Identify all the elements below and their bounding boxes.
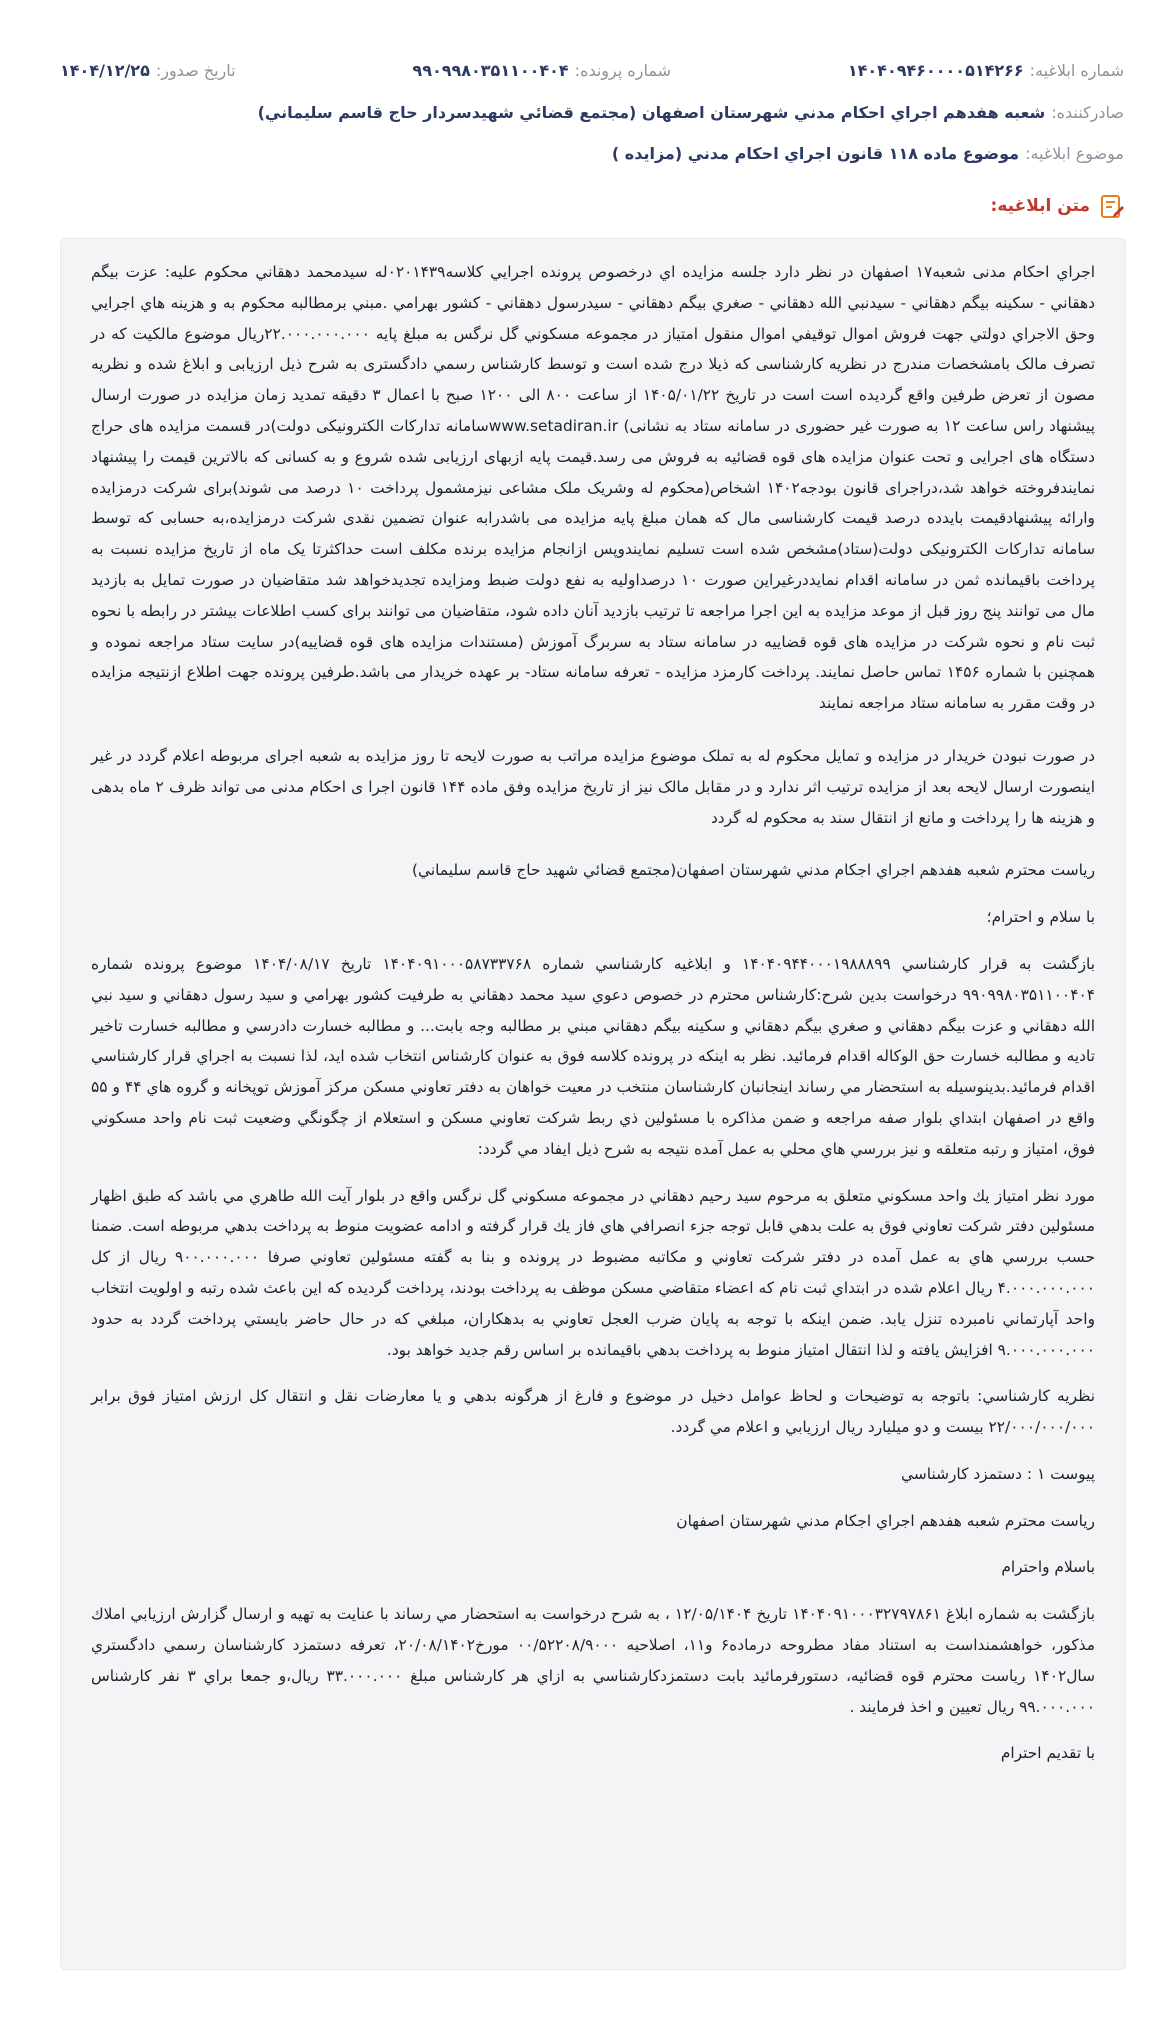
body-addressee-2: رياست محترم شعبه هفدهم اجراي اجکام مدني شهرستان اصفهان xyxy=(676,1511,1095,1530)
subject-field xyxy=(60,133,1124,173)
subject-value: موضوع ماده ۱۱۸ قانون اجراي احکام مدني (مزايده ) xyxy=(611,143,1020,163)
issue-date-field xyxy=(60,61,236,80)
body-paragraph-expert-request: بازگشت به قرار کارشناسي ۱۴۰۴۰۹۴۴۰۰۰۱۹۸۸۸۹۹ و ابلاغيه کارشناسي شماره ۱۴۰۴۰۹۱۰۰۰۵۸۷۳۳۷۶۸ تاريخ ۱۴۰۴/۰۸/۱۷ موضوع پرونده شماره ۹۹۰۹۹۸۰۳۵۱۱۰۰۴۰۴ درخواست بدين شرح:کارشناس محترم در خصوص دعوي سيد محمد دهقاني به طرفيت کشور بهرامي و سيد رسول دهقاني و سيد نبي الله دهقاني و عزت بيگم دهقاني و صغري بيگم دهقاني و سکينه بيگم دهقاني مبني بر مطالبه وجه بابت... و مطالبه خسارت دادرسي و مطالبه خسارت تاخير تاديه و مطالبه خسارت حق الوکاله اقدام فرمائيد. نظر به اينکه در پرونده کلاسه فوق به عنوان کارشناس انتخاب شده ايد، لذا نسبت به اجراي قرار کارشناسي اقدام فرمائيد.بدينوسيله به استحضار مي رساند اينجانبان کارشناسان منتخب در معيت خواهان به دفتر تعاوني مسکن مرکز آموزش توپخانه و گروه هاي ۴۴ و ۵۵ واقع در اصفهان ابتداي بلوار صفه مراجعه و ضمن مذاکره با مسئولين ذي ربط شرکت تعاوني مسکن و استعلام از چگونگي وضعيت ثبت نام واحد مسکوني فوق، امتياز و رتبه متعلقه و نيز بررسي هاي محلي به عمل آمده نتيجه به شرح ذيل ايفاد مي گردد: xyxy=(91,954,1095,1158)
document-edit-icon xyxy=(1098,192,1126,220)
issuer-value: شعبه هفدهم اجراي احکام مدني شهرستان اصفهان (مجتمع قضائي شهيدسردار حاج قاسم سليماني) xyxy=(257,102,1046,122)
notice-number-value: ۱۴۰۴۰۹۴۶۰۰۰۰۵۱۴۲۶۶ xyxy=(847,60,1024,80)
notice-text-heading xyxy=(991,192,1126,220)
notice-text-title: متن ابلاغیه: xyxy=(990,196,1090,216)
notice-number-label: شماره ابلاغیه: xyxy=(1029,60,1124,80)
body-attachment: پيوست ۱ : دستمزد كارشناسي xyxy=(901,1464,1095,1483)
notice-body xyxy=(60,238,1126,1970)
body-closing: با تقديم احترام xyxy=(1000,1744,1095,1763)
issue-date-value: ۱۴۰۴/۱۲/۲۵ xyxy=(60,60,150,80)
body-greeting-2: باسلام واحترام xyxy=(1001,1558,1095,1577)
issuer-label: صادرکننده: xyxy=(1051,102,1124,122)
body-addressee: رياست محترم شعبه هفدهم اجراي اجکام مدني شهرستان اصفهان(مجتمع قضائي شهيد حاج قاسم سليماني) xyxy=(412,861,1095,880)
body-paragraph-property: مورد نظر امتياز يك واحد مسکوني متعلق به مرحوم سيد رحيم دهقاني در مجموعه مسکوني گل نرگس واقع در بلوار آيت الله طاهري مي باشد که طبق اظهار مسئولين دفتر شركت تعاوني فوق به علت بدهي قابل توجه جزء انصرافي هاي فاز يك قرار گرفته و ادامه عضويت منوط به پرداخت بدهي مربوطه است. ضمنا حسب بررسي هاي به عمل آمده در دفتر شرکت تعاوني و مکاتبه مضبوط در پرونده و بنا به گفته مسئولين تعاوني صرفا ۹۰۰.۰۰۰.۰۰۰ ريال از کل ۴.۰۰۰.۰۰۰.۰۰۰ ريال اعلام شده در ابتداي ثبت نام که اعضاء متقاضي مسکن موظف به پرداخت بودند، پرداخت گرديده که اين باعث شده رتبه و اولويت انتخاب واحد آپارتماني نامبرده تنزل يابد. ضمن اينکه با توجه به پايان ضرب العجل تعاوني به بدهکاران، مبلغي که در حال حاضر بايستي پرداخت گردد به حدود ۹.۰۰۰.۰۰۰.۰۰۰ افزايش يافته و لذا انتقال امتياز منوط به پرداخت بدهي باقيمانده بر اساس رقم جديد خواهد بود. xyxy=(91,1186,1095,1359)
issuer-field xyxy=(60,92,1124,132)
notice-meta-row xyxy=(60,50,1124,90)
case-number-label: شماره پرونده: xyxy=(574,60,672,80)
subject-label: موضوع ابلاغیه: xyxy=(1025,143,1124,163)
notice-number-field xyxy=(848,61,1124,80)
case-number-value: ۹۹۰۹۹۸۰۳۵۱۱۰۰۴۰۴ xyxy=(412,60,569,80)
case-number-field xyxy=(412,61,671,80)
body-paragraph-fees: بازگشت به شماره ابلاغ ۱۴۰۴۰۹۱۰۰۰۳۲۷۹۷۸۶۱ تاريخ ۱۲/۰۵/۱۴۰۴ ، به شرح درخواست به استحضار مي رساند با عنايت به تهيه و ارسال گزارش ارزيابي املاك مذكور، خواهشمنداست به استناد مفاد مطروحه درماده۶ و۱۱، اصلاحيه ۰۰/۵۲۲۰۸/۹۰۰۰ مورخ۲۰/۰۸/۱۴۰۲، تعرفه دستمزد كارشناسان رسمي دادگستري سال۱۴۰۲ رياست محترم قوه قضائيه، دستورفرمائيد بابت دستمزدكارشناسي به ازاي هر كارشناس مبلغ ۳۳.۰۰۰.۰۰۰ ريال،و جمعا براي ۳ نفر كارشناس ۹۹.۰۰۰.۰۰۰ ريال تعيين و اخذ فرمايند . xyxy=(91,1605,1096,1716)
body-paragraph-auction: اجراي احکام مدنی شعبه۱۷ اصفهان در نظر دارد جلسه مزایده اي درخصوص پرونده اجرايي کلاسه۰۲۰۱۴۳۹له سیدمحمد دهقاني محکوم علیه: عزت بیگم دهقاني - سکینه بیگم دهقاني - سیدنبي الله دهقاني - صغري بيگم دهقاني - سيدرسول دهقاني - کشور بهرامي .مبني برمطالبه محکوم به و هزينه هاي اجرايي وحق الاجراي دولتي جهت فروش اموال توقيفي اموال منقول امتياز در مجموعه مسکوني گل نرگس به مبلغ پايه ۲۲.۰۰۰.۰۰۰.۰۰۰ريال موضوع مالکيت که در تصرف مالک بامشخصات مندرج در نظريه کارشناسی که ذيلا درج شده است و توسط کارشناس رسمي دادگستری به شرح ذيل ارزيابی و ابلاغ شده و نظريه مصون از تعرض طرفين واقع گرديده است است در تاريخ ۱۴۰۵/۰۱/۲۲ از ساعت ۸۰۰ الی ۱۲۰۰ صبح با اعمال ۳ دقیقه تمدید زمان مزایده در صورت ارسال پیشنهاد راس ساعت ۱۲ به صورت غیر حضوری در سامانه ستاد به نشانی) www.setadiran.irسامانه تدارکات الکترونیکی دولت)در قسمت مزایده های حراج دستگاه های اجرایی و تحت عنوان مزایده های قوه قضائیه به فروش می رسد.قیمت پایه ازبهای ارزیابی شده شروع و به کسانی که بالاترین قیمت را پیشنهاد نمایندفروخته خواهد شد،دراجرای قانون بودجه۱۴۰۲ اشخاص(محکوم له وشریک ملک مشاعی نیزمشمول پرداخت ۱۰ درصد می شوند)برای شرکت درمزایده وارائه پیشنهادقیمت بایدده درصد قیمت کارشناسی مال که همان مبلغ پایه مزایده می باشدرابه عنوان تضمین نقدی شرکت درمزایده،به حسابی که توسط سامانه تدارکات الکترونیکی دولت(ستاد)مشخص شده است تسلیم نمایندوپس ازانجام مزایده برنده مکلف است حداکثرتا یک ماه از تاریخ مزایده نسبت به پرداخت باقیمانده ثمن در سامانه اقدام نمایددرغیراین صورت ۱۰ درصداولیه به نفع دولت ضبط ومزایده تجدیدخواهد شد متقاضیان در صورت تمایل به بازدید مال می توانند پنج روز قبل از موعد مزایده به این اجرا مراجعه تا ترتیب بازدید آنان داده شود، متقاضیان می توانند برای کسب اطلاعات بیشتر در رابطه با نحوه ثبت نام و نحوه شرکت در مزایده های قوه قضاییه در سامانه ستاد به سربرگ آموزش (مستندات مزایده های قوه قضاییه)در سایت ستاد مراجعه نموده و همچنین با شماره ۱۴۵۶ تماس حاصل نمایند. پرداخت کارمزد مزایده - تعرفه سامانه ستاد- بر عهده خریدار می باشد.طرفین پرونده جهت اطلاع ازنتیجه مزایده در وقت مقرر به سامانه ستاد مراجعه نمایند xyxy=(91,263,1096,713)
body-greeting: با سلام و احترام؛ xyxy=(986,908,1095,927)
issue-date-label: تاریخ صدور: xyxy=(155,60,236,80)
body-paragraph-no-buyer: در صورت نبودن خریدار در مزایده و تمایل محکوم له به تملک موضوع مزایده مراتب به صورت لایحه تا روز مزایده به شعبه اجرای مربوطه اعلام گردد در غیر اینصورت ارسال لایحه بعد از مزایده ترتیب اثر ندارد و در مقابل مالک نیز از تاریخ مزایده وفق ماده ۱۴۴ قانون اجرا ی احکام مدنی می تواند ظرف ۲ ماه بدهی و هزینه ها را پرداخت و مانع از انتقال سند به محکوم له گردد xyxy=(91,746,1095,827)
body-paragraph-expert-opinion: نظريه كارشناسي: باتوجه به توضيحات و لحاظ عوامل دخيل در موضوع و فارغ از هرگونه بدهي و يا معارضات نقل و انتقال كل ارزش امتياز فوق برابر ۲۲/۰۰۰/۰۰۰/۰۰۰ بيست و دو ميليارد ريال ارزيابي و اعلام مي گردد. xyxy=(91,1387,1095,1437)
